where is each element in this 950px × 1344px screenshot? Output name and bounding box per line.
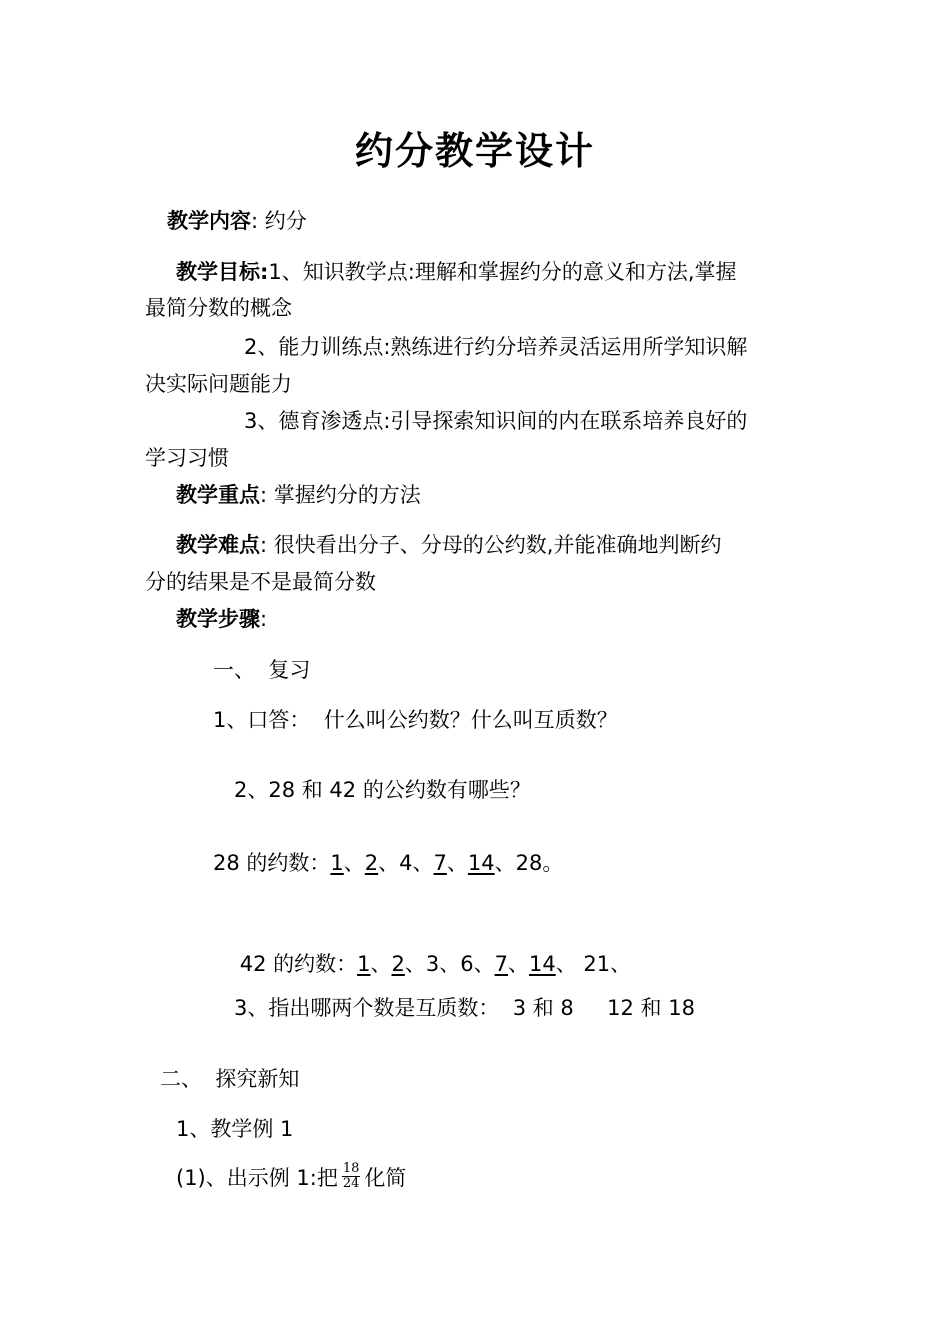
teaching-key-sep: : bbox=[260, 483, 274, 507]
example-1-prefix: (1)、出示例 1:把 bbox=[176, 1166, 338, 1190]
teaching-key-point bbox=[176, 481, 421, 509]
teaching-difficulty-sep: : bbox=[260, 533, 274, 557]
divisor-sep: 、3、6、 bbox=[404, 952, 495, 976]
section-2-heading: 二、 探究新知 bbox=[160, 1067, 300, 1091]
teaching-content-label: 教学内容 bbox=[167, 209, 251, 233]
goal-2-text-b: 决实际问题能力 bbox=[145, 372, 292, 396]
review-question-2: 2、28 和 42 的公约数有哪些？ bbox=[234, 778, 531, 802]
teaching-goals-line-1 bbox=[176, 258, 737, 286]
document-title: 约分教学设计 bbox=[354, 129, 595, 173]
goal-3-text-a: 3、德育渗透点:引导探索知识间的内在联系培养良好的 bbox=[244, 409, 748, 433]
fraction-numerator: 18 bbox=[342, 1160, 360, 1176]
teaching-difficulty-label: 教学难点 bbox=[176, 533, 260, 557]
goal-1-text-a: 1、知识教学点:理解和掌握约分的意义和方法,掌握 bbox=[268, 260, 737, 284]
divisor-sep: 、28。 bbox=[494, 851, 564, 875]
example-1-heading: 1、教学例 1 bbox=[176, 1117, 294, 1141]
teaching-content bbox=[167, 207, 307, 235]
teaching-steps-label: 教学步骤 bbox=[176, 607, 260, 631]
teaching-steps-sep: : bbox=[260, 607, 268, 631]
teaching-difficulty-line-1 bbox=[176, 531, 721, 559]
teaching-content-sep: : bbox=[251, 209, 265, 233]
goal-2-text-a: 2、能力训练点:熟练进行约分培养灵活运用所学知识解 bbox=[244, 335, 748, 359]
review-question-1: 1、口答： 什么叫公约数？什么叫互质数？ bbox=[213, 708, 618, 732]
divisor-item: 2 bbox=[364, 851, 379, 875]
teaching-content-value: 约分 bbox=[264, 209, 307, 233]
divisor-sep: 、 bbox=[446, 851, 468, 875]
divisor-item: 7 bbox=[494, 952, 508, 976]
example-1-suffix: 化简 bbox=[364, 1166, 407, 1190]
goal-3-text-b: 学习习惯 bbox=[145, 446, 229, 470]
divisor-item: 14 bbox=[528, 952, 556, 976]
section-1-heading: 一、 复习 bbox=[213, 658, 311, 682]
fraction-denominator: 24 bbox=[342, 1175, 360, 1191]
teaching-goals-label: 教学目标: bbox=[176, 260, 269, 284]
goal-1-text-b: 最简分数的概念 bbox=[145, 296, 292, 320]
teaching-key-label: 教学重点 bbox=[176, 483, 260, 507]
divisor-sep: 、 bbox=[343, 851, 365, 875]
divisor-item: 1 bbox=[357, 952, 371, 976]
teaching-difficulty-value-a: 很快看出分子、分母的公约数,并能准确地判断约 bbox=[273, 533, 722, 557]
teaching-steps bbox=[176, 605, 267, 633]
divisor-item: 7 bbox=[433, 851, 447, 875]
fraction bbox=[342, 1162, 361, 1191]
divisors-28-prefix: 28 的约数： bbox=[213, 851, 331, 875]
divisor-sep: 、 21、 bbox=[555, 952, 632, 976]
example-1-prompt bbox=[176, 1160, 407, 1194]
review-question-3: 3、指出哪两个数是互质数： 3 和 8 12 和 18 bbox=[234, 996, 695, 1020]
divisor-item: 14 bbox=[467, 851, 495, 875]
divisor-sep: 、 bbox=[370, 952, 392, 976]
divisor-sep: 、4、 bbox=[378, 851, 434, 875]
divisor-item: 2 bbox=[391, 952, 405, 976]
divisor-item: 1 bbox=[330, 851, 344, 875]
divisor-sep: 、 bbox=[507, 952, 529, 976]
divisors-of-28 bbox=[213, 849, 563, 877]
divisors-42-prefix: 42 的约数： bbox=[239, 952, 358, 976]
teaching-difficulty-value-b: 分的结果是不是最简分数 bbox=[145, 570, 376, 594]
teaching-key-value: 掌握约分的方法 bbox=[273, 483, 421, 507]
